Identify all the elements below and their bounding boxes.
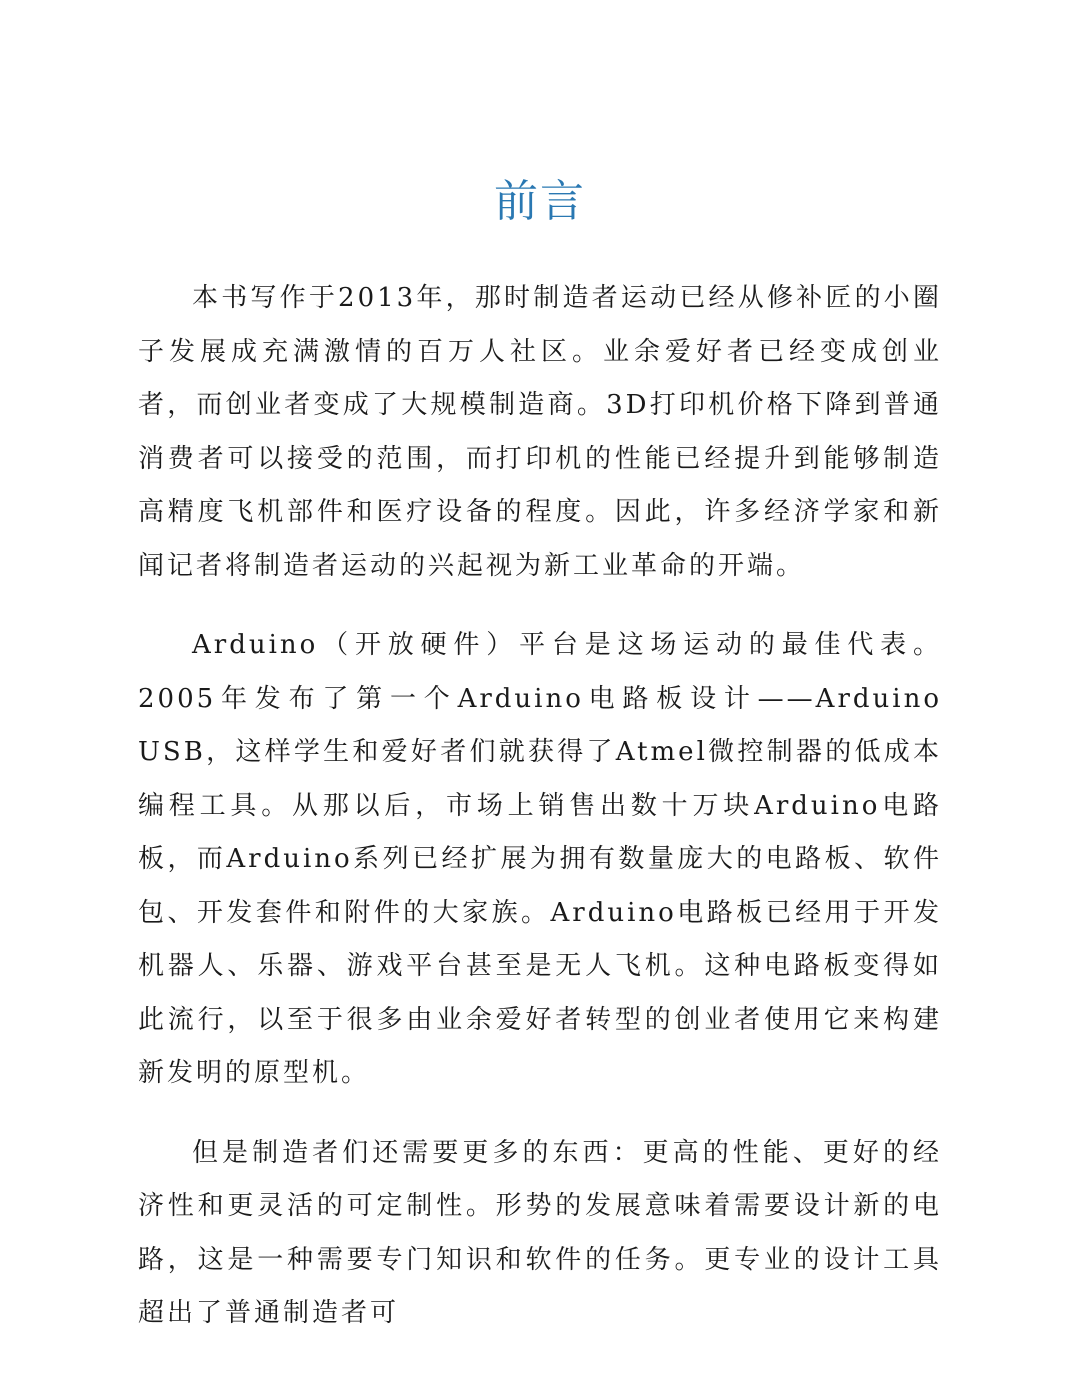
body-text — [138, 272, 942, 1341]
paragraph-2: Arduino（开放硬件）平台是这场运动的最佳代表。2005年发布了第一个Arduino电路板设计——Arduino USB，这样学生和爱好者们就获得了Atmel微控制器的低成本编程工具。从那以后，市场上销售出数十万块Arduino电路板，而Arduino系列已经扩展为拥有数量庞大的电路板、软件包、开发套件和附件的大家族。Arduino电路板已经用于开发机器人、乐器、游戏平台甚至是无人飞机。这种电路板变得如此流行，以至于很多由业余爱好者转型的创业者使用它来构建新发明的原型机。 — [138, 630, 942, 1088]
paragraph-1: 本书写作于2013年，那时制造者运动已经从修补匠的小圈子发展成充满激情的百万人社区。业余爱好者已经变成创业者，而创业者变成了大规模制造商。3D打印机价格下降到普通消费者可以接受的范围，而打印机的性能已经提升到能够制造高精度飞机部件和医疗设备的程度。因此，许多经济学家和新闻记者将制造者运动的兴起视为新工业革命的开端。 — [138, 283, 942, 581]
paragraph-3: 但是制造者们还需要更多的东西：更高的性能、更好的经济性和更灵活的可定制性。形势的发展意味着需要设计新的电路，这是一种需要专门知识和软件的任务。更专业的设计工具超出了普通制造者可 — [138, 1137, 942, 1328]
page-title: 前言 — [494, 176, 586, 227]
